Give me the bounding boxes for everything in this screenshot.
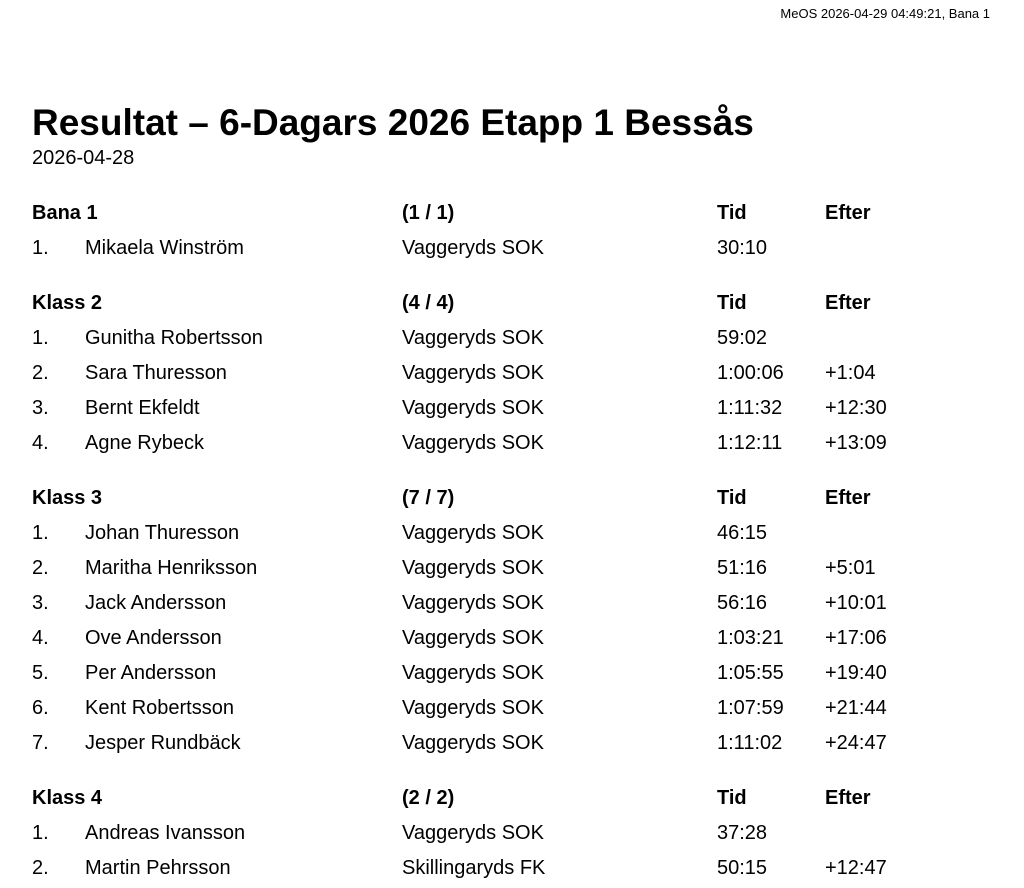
time-column-header: Tid: [717, 487, 747, 509]
result-time: 59:02: [717, 327, 768, 349]
class-count: (2 / 2): [402, 787, 455, 809]
result-row: [0, 391, 1024, 426]
result-name: Per Andersson: [85, 662, 217, 684]
after-column-header: Efter: [825, 202, 871, 224]
result-club: Vaggeryds SOK: [402, 362, 544, 384]
result-place: 1.: [32, 327, 49, 349]
result-time: 1:03:21: [717, 627, 784, 649]
class-section-klass-2: [0, 286, 1024, 461]
class-name: Klass 4: [32, 787, 103, 809]
result-time: 56:16: [717, 592, 768, 614]
result-after: +24:47: [825, 732, 887, 754]
result-name: Gunitha Robertsson: [85, 327, 263, 349]
result-place: 5.: [32, 662, 49, 684]
result-club: Vaggeryds SOK: [402, 732, 544, 754]
result-name: Maritha Henriksson: [85, 557, 258, 579]
result-place: 2.: [32, 857, 49, 879]
time-column-header: Tid: [717, 292, 747, 314]
result-name: Kent Robertsson: [85, 697, 234, 719]
class-name: Klass 3: [32, 487, 103, 509]
result-club: Vaggeryds SOK: [402, 432, 544, 454]
print-header-meta: MeOS 2026-04-29 04:49:21, Bana 1: [780, 6, 990, 21]
class-header: [0, 781, 1024, 816]
result-time: 30:10: [717, 237, 768, 259]
result-place: 2.: [32, 557, 49, 579]
time-column-header: Tid: [717, 202, 747, 224]
result-club: Vaggeryds SOK: [402, 397, 544, 419]
result-row: [0, 551, 1024, 586]
result-club: Vaggeryds SOK: [402, 237, 544, 259]
result-after: +13:09: [825, 432, 887, 454]
result-row: [0, 851, 1024, 886]
class-header: [0, 481, 1024, 516]
result-place: 2.: [32, 362, 49, 384]
result-row: [0, 621, 1024, 656]
result-time: 50:15: [717, 857, 768, 879]
result-after: +12:47: [825, 857, 887, 879]
result-place: 6.: [32, 697, 49, 719]
result-place: 1.: [32, 237, 49, 259]
after-column-header: Efter: [825, 787, 871, 809]
class-section-klass-3: [0, 481, 1024, 761]
result-name: Martin Pehrsson: [85, 857, 231, 879]
result-time: 51:16: [717, 557, 768, 579]
result-row: [0, 426, 1024, 461]
result-row: [0, 356, 1024, 391]
result-name: Jesper Rundbäck: [85, 732, 241, 754]
class-header: [0, 286, 1024, 321]
result-time: 37:28: [717, 822, 768, 844]
result-club: Vaggeryds SOK: [402, 822, 544, 844]
report-title: Resultat – 6-Dagars 2026 Etapp 1 Bessås: [32, 102, 754, 143]
result-name: Agne Rybeck: [85, 432, 204, 454]
result-place: 3.: [32, 397, 49, 419]
result-row: [0, 691, 1024, 726]
result-club: Vaggeryds SOK: [402, 522, 544, 544]
result-club: Vaggeryds SOK: [402, 662, 544, 684]
result-row: [0, 516, 1024, 551]
class-name: Bana 1: [32, 202, 98, 224]
result-after: +12:30: [825, 397, 887, 419]
result-time: 1:05:55: [717, 662, 784, 684]
result-place: 1.: [32, 522, 49, 544]
after-column-header: Efter: [825, 292, 871, 314]
result-place: 3.: [32, 592, 49, 614]
result-row: [0, 656, 1024, 691]
result-name: Mikaela Winström: [85, 237, 244, 259]
class-name: Klass 2: [32, 292, 103, 314]
result-name: Ove Andersson: [85, 627, 222, 649]
result-time: 1:07:59: [717, 697, 784, 719]
result-club: Vaggeryds SOK: [402, 327, 544, 349]
result-place: 4.: [32, 432, 49, 454]
result-after: +5:01: [825, 557, 876, 579]
result-after: +21:44: [825, 697, 887, 719]
class-count: (4 / 4): [402, 292, 455, 314]
after-column-header: Efter: [825, 487, 871, 509]
class-section-klass-4: [0, 781, 1024, 886]
result-row: [0, 231, 1024, 266]
result-after: +1:04: [825, 362, 876, 384]
result-name: Andreas Ivansson: [85, 822, 246, 844]
class-count: (1 / 1): [402, 202, 455, 224]
result-row: [0, 321, 1024, 356]
class-count: (7 / 7): [402, 487, 455, 509]
result-time: 1:11:02: [717, 732, 783, 754]
result-name: Johan Thuresson: [85, 522, 240, 544]
result-after: +19:40: [825, 662, 887, 684]
result-club: Skillingaryds FK: [402, 857, 546, 879]
class-section-bana-1: [0, 196, 1024, 266]
result-name: Sara Thuresson: [85, 362, 227, 384]
result-name: Bernt Ekfeldt: [85, 397, 200, 419]
result-place: 7.: [32, 732, 49, 754]
result-club: Vaggeryds SOK: [402, 557, 544, 579]
result-place: 4.: [32, 627, 49, 649]
report-date: 2026-04-28: [32, 147, 135, 169]
result-time: 1:12:11: [717, 432, 783, 454]
result-club: Vaggeryds SOK: [402, 592, 544, 614]
result-time: 46:15: [717, 522, 768, 544]
result-after: +17:06: [825, 627, 887, 649]
result-after: +10:01: [825, 592, 887, 614]
result-club: Vaggeryds SOK: [402, 627, 544, 649]
result-club: Vaggeryds SOK: [402, 697, 544, 719]
class-header: [0, 196, 1024, 231]
result-time: 1:11:32: [717, 397, 783, 419]
result-row: [0, 726, 1024, 761]
result-place: 1.: [32, 822, 49, 844]
result-row: [0, 816, 1024, 851]
result-name: Jack Andersson: [85, 592, 227, 614]
time-column-header: Tid: [717, 787, 747, 809]
result-row: [0, 586, 1024, 621]
result-time: 1:00:06: [717, 362, 784, 384]
